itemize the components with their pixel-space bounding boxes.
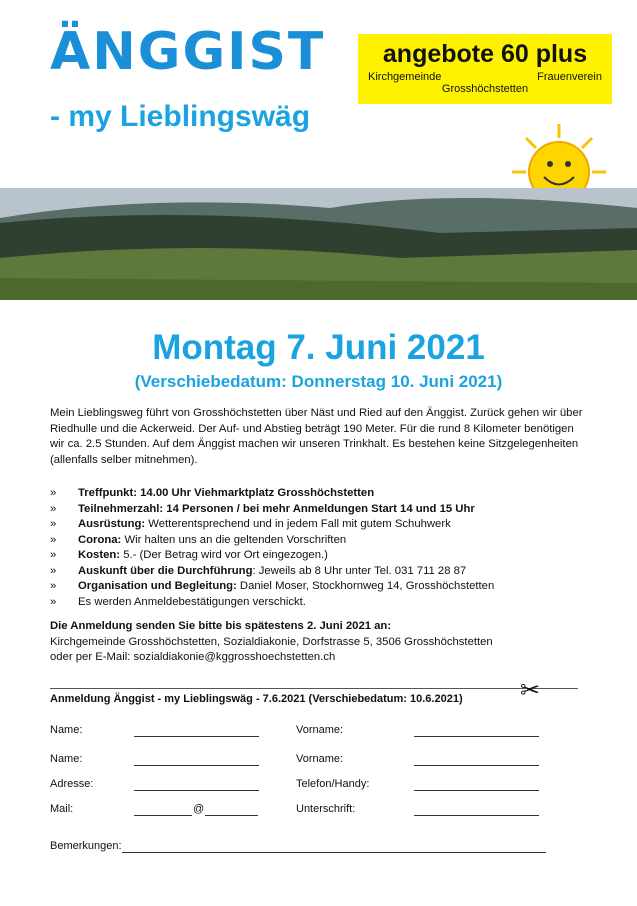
field-label: Unterschrift: bbox=[296, 803, 356, 815]
right-field[interactable] bbox=[414, 753, 539, 766]
send-info bbox=[50, 619, 610, 666]
email-user-field[interactable] bbox=[134, 803, 192, 816]
info-text: : Jeweils ab 8 Uhr unter Tel. 031 711 28 87 bbox=[252, 564, 467, 577]
info-item bbox=[50, 533, 610, 549]
info-item bbox=[50, 502, 610, 518]
info-item bbox=[50, 486, 610, 502]
field-label: Vorname: bbox=[296, 724, 344, 736]
info-label: Organisation und Begleitung: bbox=[78, 580, 237, 592]
field-label: Mail: bbox=[50, 803, 74, 815]
info-text: Daniel Moser, Stockhornweg 14, Grosshöchstetten bbox=[236, 580, 495, 592]
bullet-mark: » bbox=[50, 595, 57, 608]
send-heading: Die Anmeldung senden Sie bitte bis spätestens 2. Juni 2021 an: bbox=[50, 620, 392, 632]
remarks-field[interactable] bbox=[122, 840, 546, 853]
field-label: Name: bbox=[50, 724, 83, 736]
subtitle: - my Lieblingswäg bbox=[50, 100, 311, 133]
info-item bbox=[50, 548, 610, 564]
landscape-photo bbox=[0, 188, 637, 300]
field-label: Telefon/Handy: bbox=[296, 778, 370, 790]
info-label: Auskunft über die Durchführung bbox=[78, 564, 253, 577]
badge-left: Kirchgemeinde bbox=[368, 71, 442, 83]
field-label: Adresse: bbox=[50, 778, 94, 790]
alternate-date: (Verschiebedatum: Donnerstag 10. Juni 2021) bbox=[134, 372, 503, 391]
bullet-mark: » bbox=[50, 549, 57, 561]
info-label: Kosten: bbox=[78, 549, 121, 561]
form-title: Anmeldung Änggist - my Lieblingswäg - 7.6.2021 (Verschiebedatum: 10.6.2021) bbox=[50, 693, 463, 705]
info-item bbox=[50, 595, 610, 611]
left-field[interactable] bbox=[134, 778, 259, 791]
info-item bbox=[50, 517, 610, 533]
organizer-badge bbox=[358, 34, 612, 104]
info-text: 5.- (Der Betrag wird vor Ort eingezogen.) bbox=[120, 549, 328, 561]
send-address: Kirchgemeinde Grosshöchstetten, Sozialdiakonie, Dorfstrasse 5, 3506 Grosshöchstetten bbox=[50, 635, 493, 648]
intro-text: Mein Lieblingsweg führt von Grosshöchstetten über Näst und Ried auf den Änggist. Zurück gehen wir über Riedhulle und die Ackerweid. Der Auf- und Abstieg beträgt 190 Meter. Für die rund 8 Kilometer benötigen wir ca. 2.5 Stunden. Auf dem Änggist machen wir unseren Trinkhalt. Es bestehen keine Sitzgelegenheiten (allenfalls selber mitnehmen). bbox=[50, 407, 583, 466]
remarks-label: Bemerkungen: bbox=[50, 840, 122, 852]
bullet-mark: » bbox=[50, 518, 57, 530]
left-field[interactable] bbox=[134, 753, 259, 766]
send-email: oder per E-Mail: sozialdiakonie@kggrosshoechstetten.ch bbox=[50, 651, 336, 663]
right-field[interactable] bbox=[414, 778, 539, 791]
right-field[interactable] bbox=[414, 803, 539, 816]
info-label: Corona: bbox=[78, 533, 122, 546]
info-label: Ausrüstung: bbox=[78, 518, 146, 530]
bullet-mark: » bbox=[50, 502, 57, 515]
bullet-mark: » bbox=[50, 487, 57, 499]
info-item bbox=[50, 564, 610, 580]
badge-right: Frauenverein bbox=[537, 71, 602, 83]
logo: ÄNGGIST bbox=[50, 22, 326, 82]
at-sign: @ bbox=[193, 803, 205, 815]
info-label: Treffpunkt: 14.00 Uhr Viehmarktplatz Grosshöchstetten bbox=[78, 487, 375, 499]
email-domain-field[interactable] bbox=[205, 803, 258, 816]
bullet-mark: » bbox=[50, 580, 57, 592]
scissors-icon: ✂ bbox=[520, 677, 541, 704]
right-field[interactable] bbox=[414, 724, 539, 737]
field-label: Vorname: bbox=[296, 753, 344, 765]
info-list bbox=[50, 486, 610, 610]
info-text: Wetterentsprechend und in jedem Fall mit gutem Schuhwerk bbox=[145, 518, 451, 530]
cut-line bbox=[50, 688, 578, 689]
badge-title: angebote 60 plus bbox=[382, 40, 588, 68]
info-text: Es werden Anmeldebestätigungen verschickt. bbox=[78, 595, 306, 608]
info-text: Wir halten uns an die geltenden Vorschriften bbox=[121, 533, 347, 546]
left-field[interactable] bbox=[134, 724, 259, 737]
bullet-mark: » bbox=[50, 564, 57, 577]
bullet-mark: » bbox=[50, 533, 57, 546]
field-label: Name: bbox=[50, 753, 83, 765]
event-date: Montag 7. Juni 2021 bbox=[152, 328, 485, 367]
info-label: Teilnehmerzahl: 14 Personen / bei mehr Anmeldungen Start 14 und 15 Uhr bbox=[78, 502, 475, 515]
badge-bottom: Grosshöchstetten bbox=[441, 83, 529, 95]
info-item bbox=[50, 579, 610, 595]
